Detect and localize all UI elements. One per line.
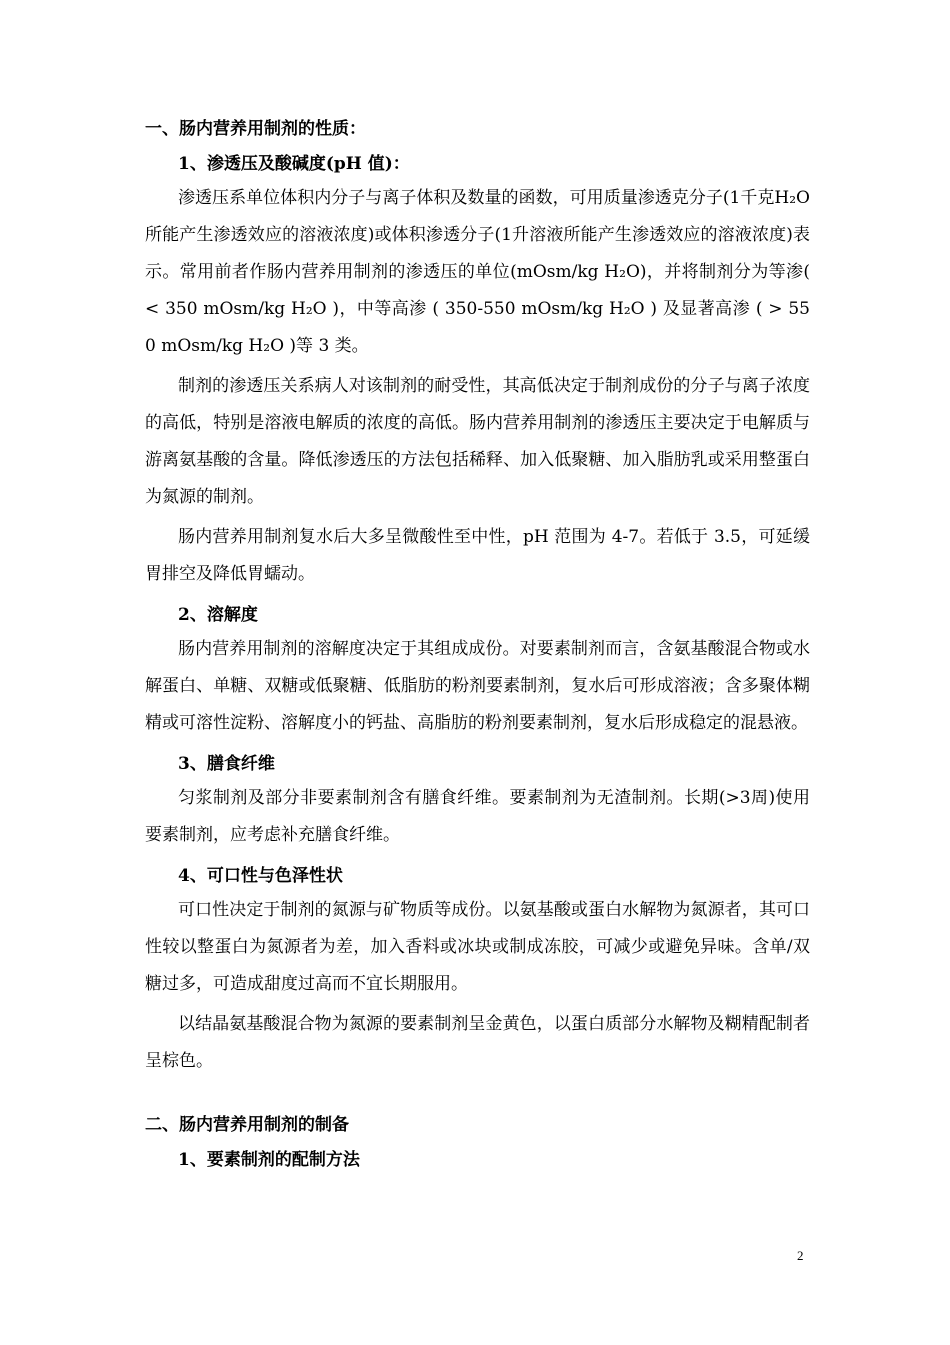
page-number: 2 (797, 1248, 804, 1263)
subsection-heading-1-4: 4、可口性与色泽性状 (178, 866, 343, 886)
paragraph-palatability: 可口性决定于制剂的氮源与矿物质等成份。以氨基酸或蛋白水解物为氮源者，其可口性较以整蛋白为氮源者为差，加入香料或冰块或制成冻胶，可减少或避免异味。含单/双糖过多，可造成甜度过高而不宜长期服用。 (145, 900, 810, 994)
paragraph-osmotic-tolerance: 制剂的渗透压关系病人对该制剂的耐受性，其高低决定于制剂成份的分子与离子浓度的高低，特别是溶液电解质的浓度的高低。肠内营养用制剂的渗透压主要决定于电解质与游离氨基酸的含量。降低渗透压的方法包括稀释、加入低聚糖、加入脂肪乳或采用整蛋白为氮源的制剂。 (145, 376, 810, 507)
paragraph-dietary-fiber: 匀浆制剂及部分非要素制剂含有膳食纤维。要素制剂为无渣制剂。长期(>3周)使用要素制剂，应考虑补充膳食纤维。 (145, 788, 810, 845)
section-heading-1: 一、肠内营养用制剂的性质： (145, 119, 366, 139)
subsection-heading-1-3: 3、膳食纤维 (178, 754, 275, 774)
subsection-heading-2-1: 1、要素制剂的配制方法 (178, 1150, 360, 1170)
subsection-heading-1-2: 2、溶解度 (178, 605, 258, 625)
paragraph-color: 以结晶氨基酸混合物为氮源的要素制剂呈金黄色，以蛋白质部分水解物及糊精配制者呈棕色。 (145, 1014, 810, 1071)
subsection-heading-1-1: 1、渗透压及酸碱度(pH 值)： (178, 154, 410, 174)
section-heading-2: 二、肠内营养用制剂的制备 (145, 1115, 349, 1135)
section-spacer (145, 1080, 810, 1112)
paragraph-solubility: 肠内营养用制剂的溶解度决定于其组成成份。对要素制剂而言，含氨基酸混合物或水解蛋白、单糖、双糖或低聚糖、低脂肪的粉剂要素制剂，复水后可形成溶液；含多聚体糊精或可溶性淀粉、溶解度小的钙盐、高脂肪的粉剂要素制剂，复水后形成稳定的混悬液。 (145, 639, 810, 733)
paragraph-ph-range: 肠内营养用制剂复水后大多呈微酸性至中性，pH 范围为 4-7。若低于 3.5，可延缓胃排空及降低胃蠕动。 (145, 527, 810, 584)
paragraph-osmotic-pressure: 渗透压系单位体积内分子与离子体积及数量的函数，可用质量渗透克分子(1千克H₂O所能产生渗透效应的溶液浓度)或体积渗透分子(1升溶液所能产生渗透效应的溶液浓度)表示。常用前者作肠内营养用制剂的渗透压的单位(mOsm/kg H₂O)，并将制剂分为等渗( < 350 mOsm/kg H₂O )，中等高渗 ( 350-550 mOsm/kg H₂O ) 及显著高渗 ( > 550 mOsm/kg H₂O )等 3 类。 (145, 188, 810, 356)
document-body (145, 116, 810, 1173)
